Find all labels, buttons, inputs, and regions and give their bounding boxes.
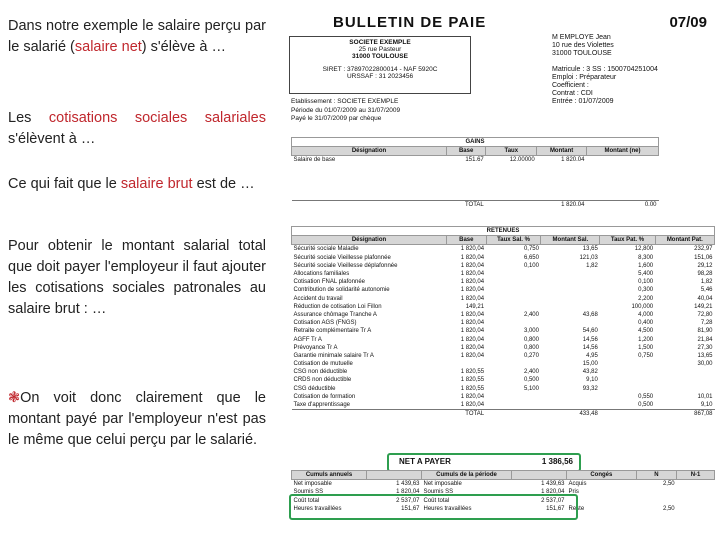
retenues-cell: 1 820,04 <box>460 352 485 359</box>
retenues-cell: 0,500 <box>523 377 539 384</box>
retenues-cell: 151,06 <box>694 254 713 261</box>
table-row <box>292 376 715 384</box>
retenues-header: Montant Sal. <box>541 236 600 245</box>
paragraph-employer-total: Pour obtenir le montant salarial total que doit payer l'employeur il faut ajouter les cotisations sociales patronales au salaire brut : … <box>8 238 266 317</box>
cumuls-cell: 1 820,04 <box>396 489 420 496</box>
net-pay-label: NET A PAYER <box>399 457 451 466</box>
cumuls-cell: 1 439,63 <box>541 481 565 488</box>
text-segment: On voit donc clairement que le montant payé par l'employeur n'est pas le même que celui perçu par le salarié. <box>8 390 266 448</box>
retenues-cell: 0,300 <box>638 287 654 294</box>
retenues-cell: CSG non déductible <box>293 369 348 376</box>
retenues-cell: 3,000 <box>523 328 539 335</box>
retenues-cell: 8,300 <box>638 254 654 261</box>
retenues-cell: 0,100 <box>523 262 539 269</box>
retenues-cell: 43,82 <box>582 369 598 376</box>
retenues-cell: 4,500 <box>638 328 654 335</box>
retenues-cell <box>655 376 714 384</box>
retenues-cell: 1 820,04 <box>460 271 485 278</box>
retenues-cell: 13,65 <box>697 352 713 359</box>
retenues-cell: Sécurité sociale Vieillesse plafonnée <box>293 254 391 261</box>
employee-line: M EMPLOYE Jean <box>552 34 611 41</box>
retenues-cell: 1,600 <box>638 262 654 269</box>
cumuls-cell <box>677 480 715 489</box>
cumuls-cell: Soumis SS <box>423 489 454 496</box>
table-row <box>292 401 715 410</box>
gains-table <box>291 137 659 209</box>
employer-line: SOCIETE EXEMPLE <box>349 39 411 46</box>
retenues-cell: 232,97 <box>694 246 713 253</box>
table-row <box>292 245 715 254</box>
retenues-cell: Accident du travail <box>293 295 343 302</box>
establishment-line: Payé le 31/07/2009 par chèque <box>291 115 382 122</box>
cumuls-cell: Reste <box>568 505 585 512</box>
retenues-cell <box>541 401 600 410</box>
text-segment: Dans notre exemple le salaire perçu par le salarié ( <box>8 18 266 55</box>
retenues-cell <box>541 286 600 294</box>
table-row <box>292 286 715 294</box>
table-row <box>292 393 715 401</box>
establishment-line: Période du 01/07/2009 au 31/07/2009 <box>291 106 401 114</box>
text-segment: Ce qui fait que le <box>8 176 121 192</box>
payslip-period: 07/09 <box>669 14 707 31</box>
gains-header: Désignation <box>292 147 447 156</box>
cumuls-header: N <box>636 471 676 480</box>
retenues-cell <box>486 393 541 401</box>
gains-header: Montant <box>537 147 587 156</box>
paragraph-gross-salary <box>8 174 266 195</box>
retenues-cell <box>541 393 600 401</box>
retenues-cell: 4,000 <box>638 311 654 318</box>
retenues-cell: 14,56 <box>582 336 598 343</box>
table-row <box>292 295 715 303</box>
retenues-cell: 1 820,04 <box>460 344 485 351</box>
employee-line: 31000 TOULOUSE <box>552 50 612 57</box>
cumuls-cell: 2 537,07 <box>396 497 420 504</box>
retenues-cell: 98,28 <box>697 271 713 278</box>
retenues-cell: 43,68 <box>582 311 598 318</box>
paragraph-net-salary <box>8 16 266 58</box>
retenues-cell: 149,21 <box>694 303 713 310</box>
retenues-cell <box>486 303 541 311</box>
retenues-cell: 7,28 <box>700 320 713 327</box>
text-segment: Les <box>8 110 49 126</box>
retenues-cell: CRDS non déductible <box>293 377 352 384</box>
employer-box <box>289 36 471 94</box>
cumuls-cell: Coût total <box>423 497 450 504</box>
retenues-cell: 14,56 <box>582 344 598 351</box>
table-row <box>292 319 715 327</box>
retenues-cell: 27,30 <box>697 344 713 351</box>
retenues-cell <box>655 385 714 393</box>
employer-line: SIRET : 37897022800014 - NAF 5920C <box>322 66 438 73</box>
employer-line: URSSAF : 31 2023456 <box>346 73 414 80</box>
paragraph-employee-contributions <box>8 108 266 150</box>
retenues-cell <box>447 360 487 368</box>
text-segment: est de … <box>192 176 255 192</box>
cumuls-cell <box>636 488 676 496</box>
employer-line: 25 rue Pasteur <box>358 46 402 53</box>
table-row <box>292 303 715 311</box>
retenues-cell: 1,200 <box>638 336 654 343</box>
payslip-title: BULLETIN DE PAIE <box>333 14 487 31</box>
cumuls-cell: Heures travaillées <box>293 505 342 512</box>
retenues-cell: Cotisation de formation <box>293 393 356 400</box>
retenues-cell: Sécurité sociale Maladie <box>293 246 359 253</box>
cumuls-cell: Heures travaillées <box>423 505 472 512</box>
cumuls-cell <box>636 497 676 505</box>
retenues-cell: 1 820,04 <box>460 328 485 335</box>
retenues-cell <box>600 368 655 376</box>
retenues-cell: 1 820,55 <box>460 385 485 392</box>
cumuls-cell: 151,67 <box>546 505 565 512</box>
cumuls-cell: 1 439,63 <box>396 481 420 488</box>
retenues-cell: 0,750 <box>638 352 654 359</box>
retenues-cell: 93,32 <box>582 385 598 392</box>
retenues-cell: 1 820,04 <box>460 393 485 400</box>
cumuls-cell: 2,50 <box>662 505 675 512</box>
cumuls-cell: Net imposable <box>293 481 332 488</box>
cost-total-highlight <box>289 494 578 520</box>
retenues-cell: Cotisation AGS (FNGS) <box>293 320 357 327</box>
retenues-cell: 2,400 <box>523 369 539 376</box>
cumuls-header <box>512 471 567 480</box>
flower-bullet-icon: ❃ <box>8 390 21 406</box>
retenues-cell: 2,200 <box>638 295 654 302</box>
employee-line: Entrée : 01/07/2009 <box>552 98 614 105</box>
cumuls-header <box>367 471 422 480</box>
gains-cell: 12.00000 <box>509 157 535 164</box>
table-row <box>292 335 715 343</box>
cumuls-cell: 2 537,07 <box>541 497 565 504</box>
table-row <box>292 270 715 278</box>
cumuls-cell: Acquis <box>568 481 587 488</box>
cumuls-cell <box>677 505 715 513</box>
retenues-table <box>291 226 715 418</box>
retenues-cell: CSG déductible <box>293 385 336 392</box>
retenues-cell: 30,00 <box>697 361 713 368</box>
retenues-cell <box>486 278 541 286</box>
retenues-cell <box>600 376 655 384</box>
retenues-cell: 15,00 <box>582 361 598 368</box>
retenues-cell: 0,550 <box>638 393 654 400</box>
retenues-cell: 0,100 <box>638 279 654 286</box>
highlight-contributions: cotisations sociales salariales <box>48 110 266 126</box>
retenues-cell: 1 820,04 <box>460 254 485 261</box>
retenues-cell: 149,21 <box>465 303 485 310</box>
establishment-line: Etablissement : SOCIETE EXEMPLE <box>291 98 399 105</box>
employee-line: Matricule : 3 SS : 1500704251004 <box>552 66 658 73</box>
table-row <box>292 480 715 489</box>
retenues-cell <box>541 303 600 311</box>
retenues-cell: Sécurité sociale Vieillesse déplafonnée <box>293 262 398 269</box>
cumuls-cell: 1 820,04 <box>541 489 565 496</box>
employer-line: 31000 TOULOUSE <box>352 53 408 60</box>
highlight-net-salary: salaire net <box>74 39 142 55</box>
retenues-cell: 81,90 <box>697 328 713 335</box>
retenues-cell: 121,03 <box>579 254 598 261</box>
gains-cell: Salaire de base <box>293 157 336 164</box>
retenues-header: Montant Pat. <box>655 236 714 245</box>
retenues-cell: Cotisation FNAL plafonnée <box>293 279 365 286</box>
retenues-cell <box>486 286 541 294</box>
retenues-cell: Taxe d'apprentissage <box>293 402 351 409</box>
retenues-cell: 0,750 <box>523 246 539 253</box>
cumuls-header: N-1 <box>677 471 715 480</box>
payslip-document <box>287 12 715 532</box>
retenues-total-sal: 433,48 <box>579 411 598 418</box>
retenues-cell: 1 820,04 <box>460 336 485 343</box>
paragraph-conclusion <box>8 388 266 451</box>
retenues-cell <box>486 319 541 327</box>
employee-line: Emploi : Préparateur <box>552 74 617 81</box>
retenues-total-pat: 867,08 <box>694 411 713 418</box>
retenues-cell <box>600 360 655 368</box>
cumuls-cell: Net imposable <box>423 481 462 488</box>
retenues-cell: 9,10 <box>586 377 598 384</box>
retenues-header: Taux Pat. % <box>600 236 655 245</box>
retenues-cell: 5,400 <box>638 271 654 278</box>
gains-header: Taux <box>486 147 537 156</box>
retenues-header: Désignation <box>292 236 447 245</box>
gains-total-net: 0.00 <box>644 202 657 209</box>
retenues-cell: Allocations familiales <box>293 271 350 278</box>
retenues-cell: 0,500 <box>638 402 654 409</box>
table-row <box>292 344 715 352</box>
highlight-gross-salary: salaire brut <box>120 176 193 192</box>
retenues-cell: 1,82 <box>586 262 598 269</box>
retenues-cell: 4,95 <box>586 352 598 359</box>
retenues-cell <box>655 368 714 376</box>
table-row <box>292 360 715 368</box>
cumuls-cell: Coût total <box>293 497 320 504</box>
retenues-cell: 1 820,04 <box>460 262 485 269</box>
retenues-cell: Cotisation de mutuelle <box>293 361 353 368</box>
retenues-cell: 1 820,04 <box>460 246 485 253</box>
employee-line: Coefficient : <box>552 82 589 89</box>
employee-block <box>552 34 712 106</box>
retenues-cell: 5,100 <box>523 385 539 392</box>
retenues-title: RETENUES <box>292 227 715 236</box>
employee-line: Contrat : CDI <box>552 90 593 97</box>
cumuls-header: Cumuls annuels <box>292 471 367 480</box>
cumuls-cell <box>677 497 715 505</box>
table-row <box>292 352 715 360</box>
employee-line <box>552 58 712 66</box>
retenues-cell: 100,000 <box>631 303 654 310</box>
retenues-cell: 12,800 <box>634 246 654 253</box>
retenues-cell: Assurance chômage Tranche A <box>293 311 377 318</box>
retenues-cell: 9,10 <box>700 402 713 409</box>
retenues-cell <box>541 278 600 286</box>
retenues-cell: 1,500 <box>638 344 654 351</box>
table-row <box>292 368 715 376</box>
cumuls-cell: 151,67 <box>401 505 420 512</box>
table-row <box>292 385 715 393</box>
retenues-cell: 6,650 <box>523 254 539 261</box>
retenues-cell: 0,400 <box>638 320 654 327</box>
table-row <box>292 262 715 270</box>
retenues-cell: 29,12 <box>697 262 713 269</box>
gains-cell: 151.67 <box>465 157 484 164</box>
employee-line: 10 rue des Violettes <box>552 42 614 49</box>
gains-total-label: TOTAL <box>464 202 484 209</box>
retenues-cell: 72,80 <box>697 311 713 318</box>
retenues-cell: 0,800 <box>523 344 539 351</box>
net-pay-row <box>391 455 581 469</box>
retenues-cell: Contribution de solidarité autonomie <box>293 287 390 294</box>
retenues-cell <box>486 401 541 410</box>
retenues-cell: Prévoyance Tr A <box>293 344 338 351</box>
retenues-total-label: TOTAL <box>465 411 485 418</box>
retenues-header: Taux Sal. % <box>486 236 541 245</box>
gains-header: Base <box>447 147 486 156</box>
establishment-info <box>291 98 400 124</box>
retenues-cell <box>541 295 600 303</box>
retenues-cell <box>486 360 541 368</box>
retenues-cell: 10,01 <box>697 393 713 400</box>
table-row <box>292 278 715 286</box>
cumuls-cell: Soumis SS <box>293 489 324 496</box>
cumuls-cell <box>677 488 715 496</box>
retenues-cell <box>541 319 600 327</box>
retenues-cell <box>486 270 541 278</box>
retenues-cell: 40,04 <box>697 295 713 302</box>
retenues-cell: 1 820,04 <box>460 402 485 409</box>
retenues-cell: 0,800 <box>523 336 539 343</box>
retenues-cell: 5,46 <box>700 287 713 294</box>
retenues-cell: 0,270 <box>523 352 539 359</box>
gains-total-amount: 1 820.04 <box>561 202 585 209</box>
retenues-cell: 1 820,04 <box>460 311 485 318</box>
cumuls-header: Cumuls de la période <box>422 471 512 480</box>
retenues-cell: 21,84 <box>697 336 713 343</box>
retenues-cell: 1 820,04 <box>460 279 485 286</box>
retenues-cell: 1 820,04 <box>460 287 485 294</box>
gains-title: GAINS <box>292 138 659 147</box>
retenues-cell: 13,65 <box>582 246 598 253</box>
retenues-cell: 1 820,55 <box>460 369 485 376</box>
retenues-cell: Réduction de cotisation Loi Fillon <box>293 303 382 310</box>
gains-header: Montant (ne) <box>586 147 658 156</box>
retenues-cell <box>541 270 600 278</box>
retenues-cell: 1,82 <box>700 279 713 286</box>
retenues-cell <box>486 295 541 303</box>
text-segment: ) s'élève à … <box>141 39 226 55</box>
cumuls-cell: Pris <box>568 489 579 496</box>
retenues-cell: 1 820,04 <box>460 295 485 302</box>
retenues-cell: 1 820,55 <box>460 377 485 384</box>
cumuls-cell: 2,50 <box>662 481 675 488</box>
retenues-cell: 54,60 <box>582 328 598 335</box>
retenues-header: Base <box>447 236 487 245</box>
gains-cell: 1 820.04 <box>561 157 585 164</box>
retenues-cell <box>600 385 655 393</box>
retenues-cell: Garantie minimale salaire Tr A <box>293 352 374 359</box>
retenues-cell: 1 820,04 <box>460 320 485 327</box>
text-segment: s'élèvent à … <box>8 131 96 147</box>
gains-cell <box>586 156 658 165</box>
retenues-cell: 2,400 <box>523 311 539 318</box>
table-row <box>292 311 715 319</box>
table-row <box>292 327 715 335</box>
cumuls-header: Congés <box>567 471 637 480</box>
table-row <box>292 254 715 262</box>
net-pay-value: 1 386,56 <box>541 457 573 466</box>
retenues-cell: AGFF Tr A <box>293 336 322 343</box>
retenues-cell: Retraite complémentaire Tr A <box>293 328 372 335</box>
table-row <box>292 156 659 165</box>
